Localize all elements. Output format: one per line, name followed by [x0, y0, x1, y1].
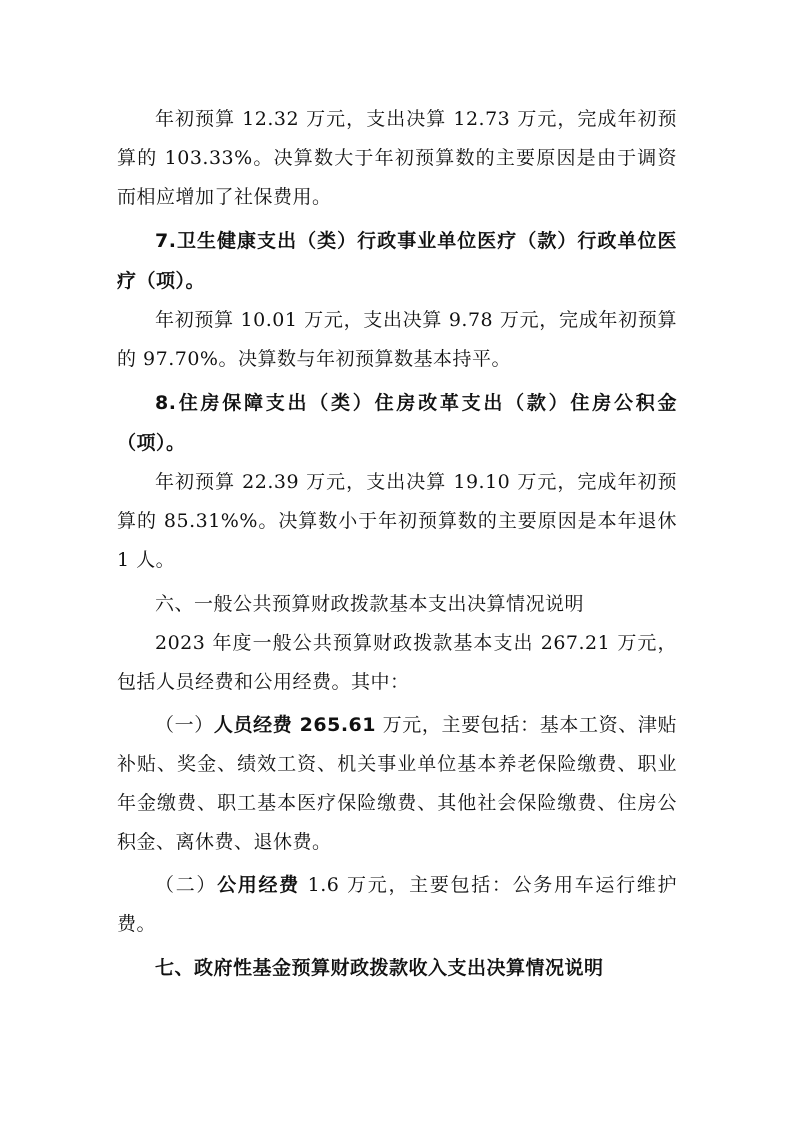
document-body: [117, 100, 677, 988]
public-expenses-detail: 1.6 万元，主要包括：公务用车运行维护费。: [117, 874, 677, 935]
paragraph-personnel-expenses: [117, 706, 677, 862]
paragraph-public-expenses: [117, 866, 677, 944]
paragraph-budget-social-security: 年初预算 12.32 万元，支出决算 12.73 万元，完成年初预算的 103.33%。决算数大于年初预算数的主要原因是由于调资而相应增加了社保费用。: [117, 108, 677, 208]
item-prefix: （二）: [155, 874, 218, 896]
paragraph-basic-expenditure: 2023 年度一般公共预算财政拨款基本支出 267.21 万元，包括人员经费和公用经费。其中：: [117, 632, 677, 693]
section-heading-7: 七、政府性基金预算财政拨款收入支出决算情况说明: [155, 957, 604, 979]
paragraph-budget-medical: 年初预算 10.01 万元，支出决算 9.78 万元，完成年初预算的 97.70%。决算数与年初预算数基本持平。: [117, 309, 677, 370]
heading-housing-fund: 8.住房保障支出（类）住房改革支出（款）住房公积金（项）。: [117, 392, 677, 454]
paragraph-budget-housing: 年初预算 22.39 万元，支出决算 19.10 万元，完成年初预算的 85.31%%。决算数小于年初预算数的主要原因是本年退休 1 人。: [117, 471, 677, 571]
section-heading-6: 六、一般公共预算财政拨款基本支出决算情况说明: [155, 593, 585, 615]
public-expenses-label: 公用经费: [217, 874, 300, 896]
personnel-expenses-label: 人员经费 265.61: [213, 714, 376, 736]
heading-health-medical: 7.卫生健康支出（类）行政事业单位医疗（款）行政单位医疗（项）。: [117, 230, 677, 292]
item-prefix: （一）: [155, 714, 214, 736]
personnel-expenses-detail: 万元，主要包括：基本工资、津贴补贴、奖金、绩效工资、机关事业单位基本养老保险缴费、职业年金缴费、职工基本医疗保险缴费、其他社会保险缴费、住房公积金、离休费、退休费。: [117, 714, 677, 853]
